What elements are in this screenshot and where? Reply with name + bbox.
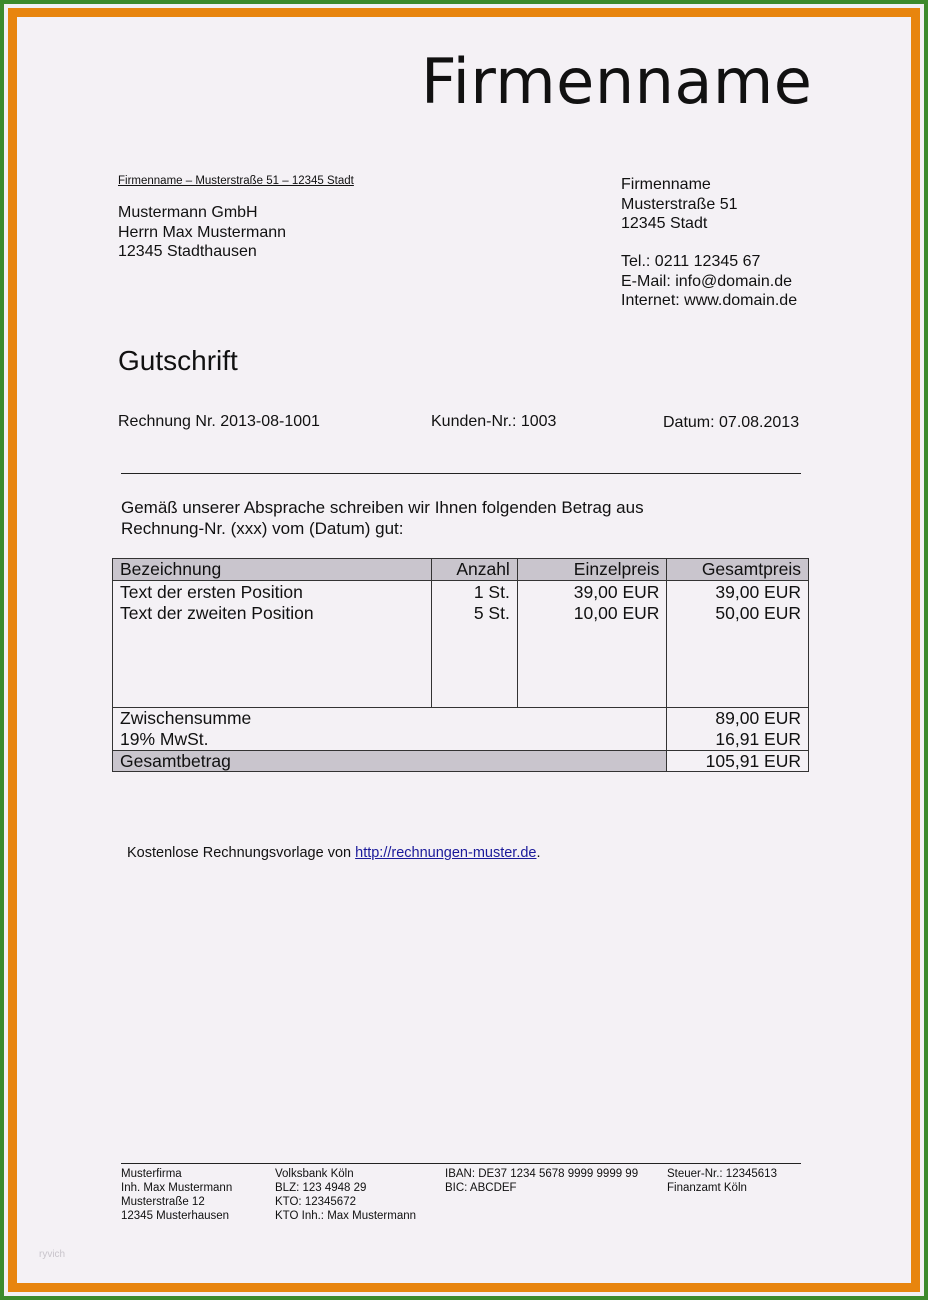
- footer-company: [121, 1167, 232, 1223]
- recipient-line: Mustermann GmbH: [118, 204, 258, 221]
- header-quantity: Anzahl: [431, 559, 517, 580]
- total-value: 105,91 EUR: [666, 751, 808, 771]
- invoice-number: Rechnung Nr. 2013-08-1001: [118, 413, 320, 430]
- contact-email: E-Mail: info@domain.de: [621, 272, 792, 290]
- company-contact: [621, 252, 797, 311]
- positions-table: [112, 558, 809, 772]
- table-cell: 5 St.: [473, 603, 510, 623]
- subtotal-label: Zwischensumme: [120, 708, 252, 728]
- tax-value: 16,91 EUR: [715, 729, 801, 749]
- table-cell: Text der ersten Position: [120, 582, 303, 602]
- footer-line: KTO Inh.: Max Mustermann: [275, 1210, 417, 1222]
- header-description: Bezeichnung: [120, 559, 222, 579]
- sums-row: [113, 708, 808, 751]
- invoice-date: Datum: 07.08.2013: [663, 414, 800, 431]
- contact-website: Internet: www.domain.de: [621, 292, 798, 309]
- credit-suffix: .: [536, 845, 541, 861]
- unit-price-column: [517, 581, 667, 707]
- table-cell: 10,00 EUR: [573, 603, 660, 623]
- table-cell: 1 St.: [473, 582, 510, 602]
- credit-link[interactable]: http://rechnungen-muster.de: [355, 845, 537, 861]
- subtotal-value: 89,00 EUR: [715, 708, 801, 728]
- template-credit: [127, 845, 541, 861]
- total-label: Gesamtbetrag: [113, 751, 666, 771]
- divider-line: [121, 473, 801, 474]
- footer-line: 12345 Musterhausen: [121, 1210, 230, 1222]
- table-cell: 50,00 EUR: [715, 603, 802, 623]
- footer-line: Musterfirma: [121, 1168, 182, 1180]
- credit-text: Kostenlose Rechnungsvorlage von: [127, 845, 356, 861]
- total-row: [113, 751, 808, 771]
- contact-phone: Tel.: 0211 12345 67: [621, 253, 761, 270]
- company-address: [621, 175, 737, 234]
- recipient-line: Herrn Max Mustermann: [118, 223, 287, 241]
- invoice-page: [17, 17, 911, 1283]
- company-line: Musterstraße 51: [621, 195, 738, 213]
- tax-label: 19% MwSt.: [120, 729, 209, 749]
- recipient-address: [118, 203, 286, 262]
- footer-tax: [667, 1167, 777, 1195]
- footer-line: Steuer-Nr.: 12345613: [667, 1168, 777, 1180]
- footer-divider: [121, 1163, 801, 1164]
- sums-values: [666, 708, 808, 750]
- company-logo-text: Firmenname: [421, 45, 813, 118]
- total-price-column: [666, 581, 808, 707]
- footer-line: BIC: ABCDEF: [445, 1182, 517, 1194]
- quantity-column: [431, 581, 517, 707]
- table-cell: Text der zweiten Position: [120, 603, 314, 623]
- customer-number: Kunden-Nr.: 1003: [431, 413, 557, 430]
- sender-return-line: Firmenname – Musterstraße 51 – 12345 Stadt: [118, 175, 354, 187]
- recipient-line: 12345 Stadthausen: [118, 243, 257, 260]
- footer-line: IBAN: DE37 1234 5678 9999 9999 99: [445, 1168, 639, 1180]
- header-unit-price: Einzelpreis: [517, 559, 667, 580]
- table-body: [113, 581, 808, 708]
- description-column: [113, 581, 431, 707]
- footer-line: Inh. Max Mustermann: [121, 1182, 233, 1194]
- footer-line: KTO: 12345672: [275, 1196, 356, 1208]
- table-cell: 39,00 EUR: [573, 582, 660, 602]
- document-title: Gutschrift: [118, 345, 238, 376]
- footer-line: Musterstraße 12: [121, 1196, 205, 1208]
- footer-line: BLZ: 123 4948 29: [275, 1182, 367, 1194]
- intro-line: Gemäß unserer Absprache schreiben wir Ihnen folgenden Betrag aus: [121, 498, 644, 517]
- intro-text: [121, 497, 644, 539]
- company-line: 12345 Stadt: [621, 215, 708, 232]
- footer-bank: [275, 1167, 416, 1223]
- table-cell: 39,00 EUR: [715, 582, 802, 602]
- footer-line: Finanzamt Köln: [667, 1182, 747, 1194]
- footer-line: Volksbank Köln: [275, 1168, 354, 1180]
- intro-line: Rechnung-Nr. (xxx) vom (Datum) gut:: [121, 519, 404, 538]
- company-line: Firmenname: [621, 176, 711, 193]
- table-header-row: [113, 559, 808, 581]
- watermark: ryvich: [39, 1249, 66, 1260]
- footer-iban: [445, 1167, 638, 1195]
- header-total-price: Gesamtpreis: [666, 559, 808, 580]
- sums-labels: [113, 708, 666, 750]
